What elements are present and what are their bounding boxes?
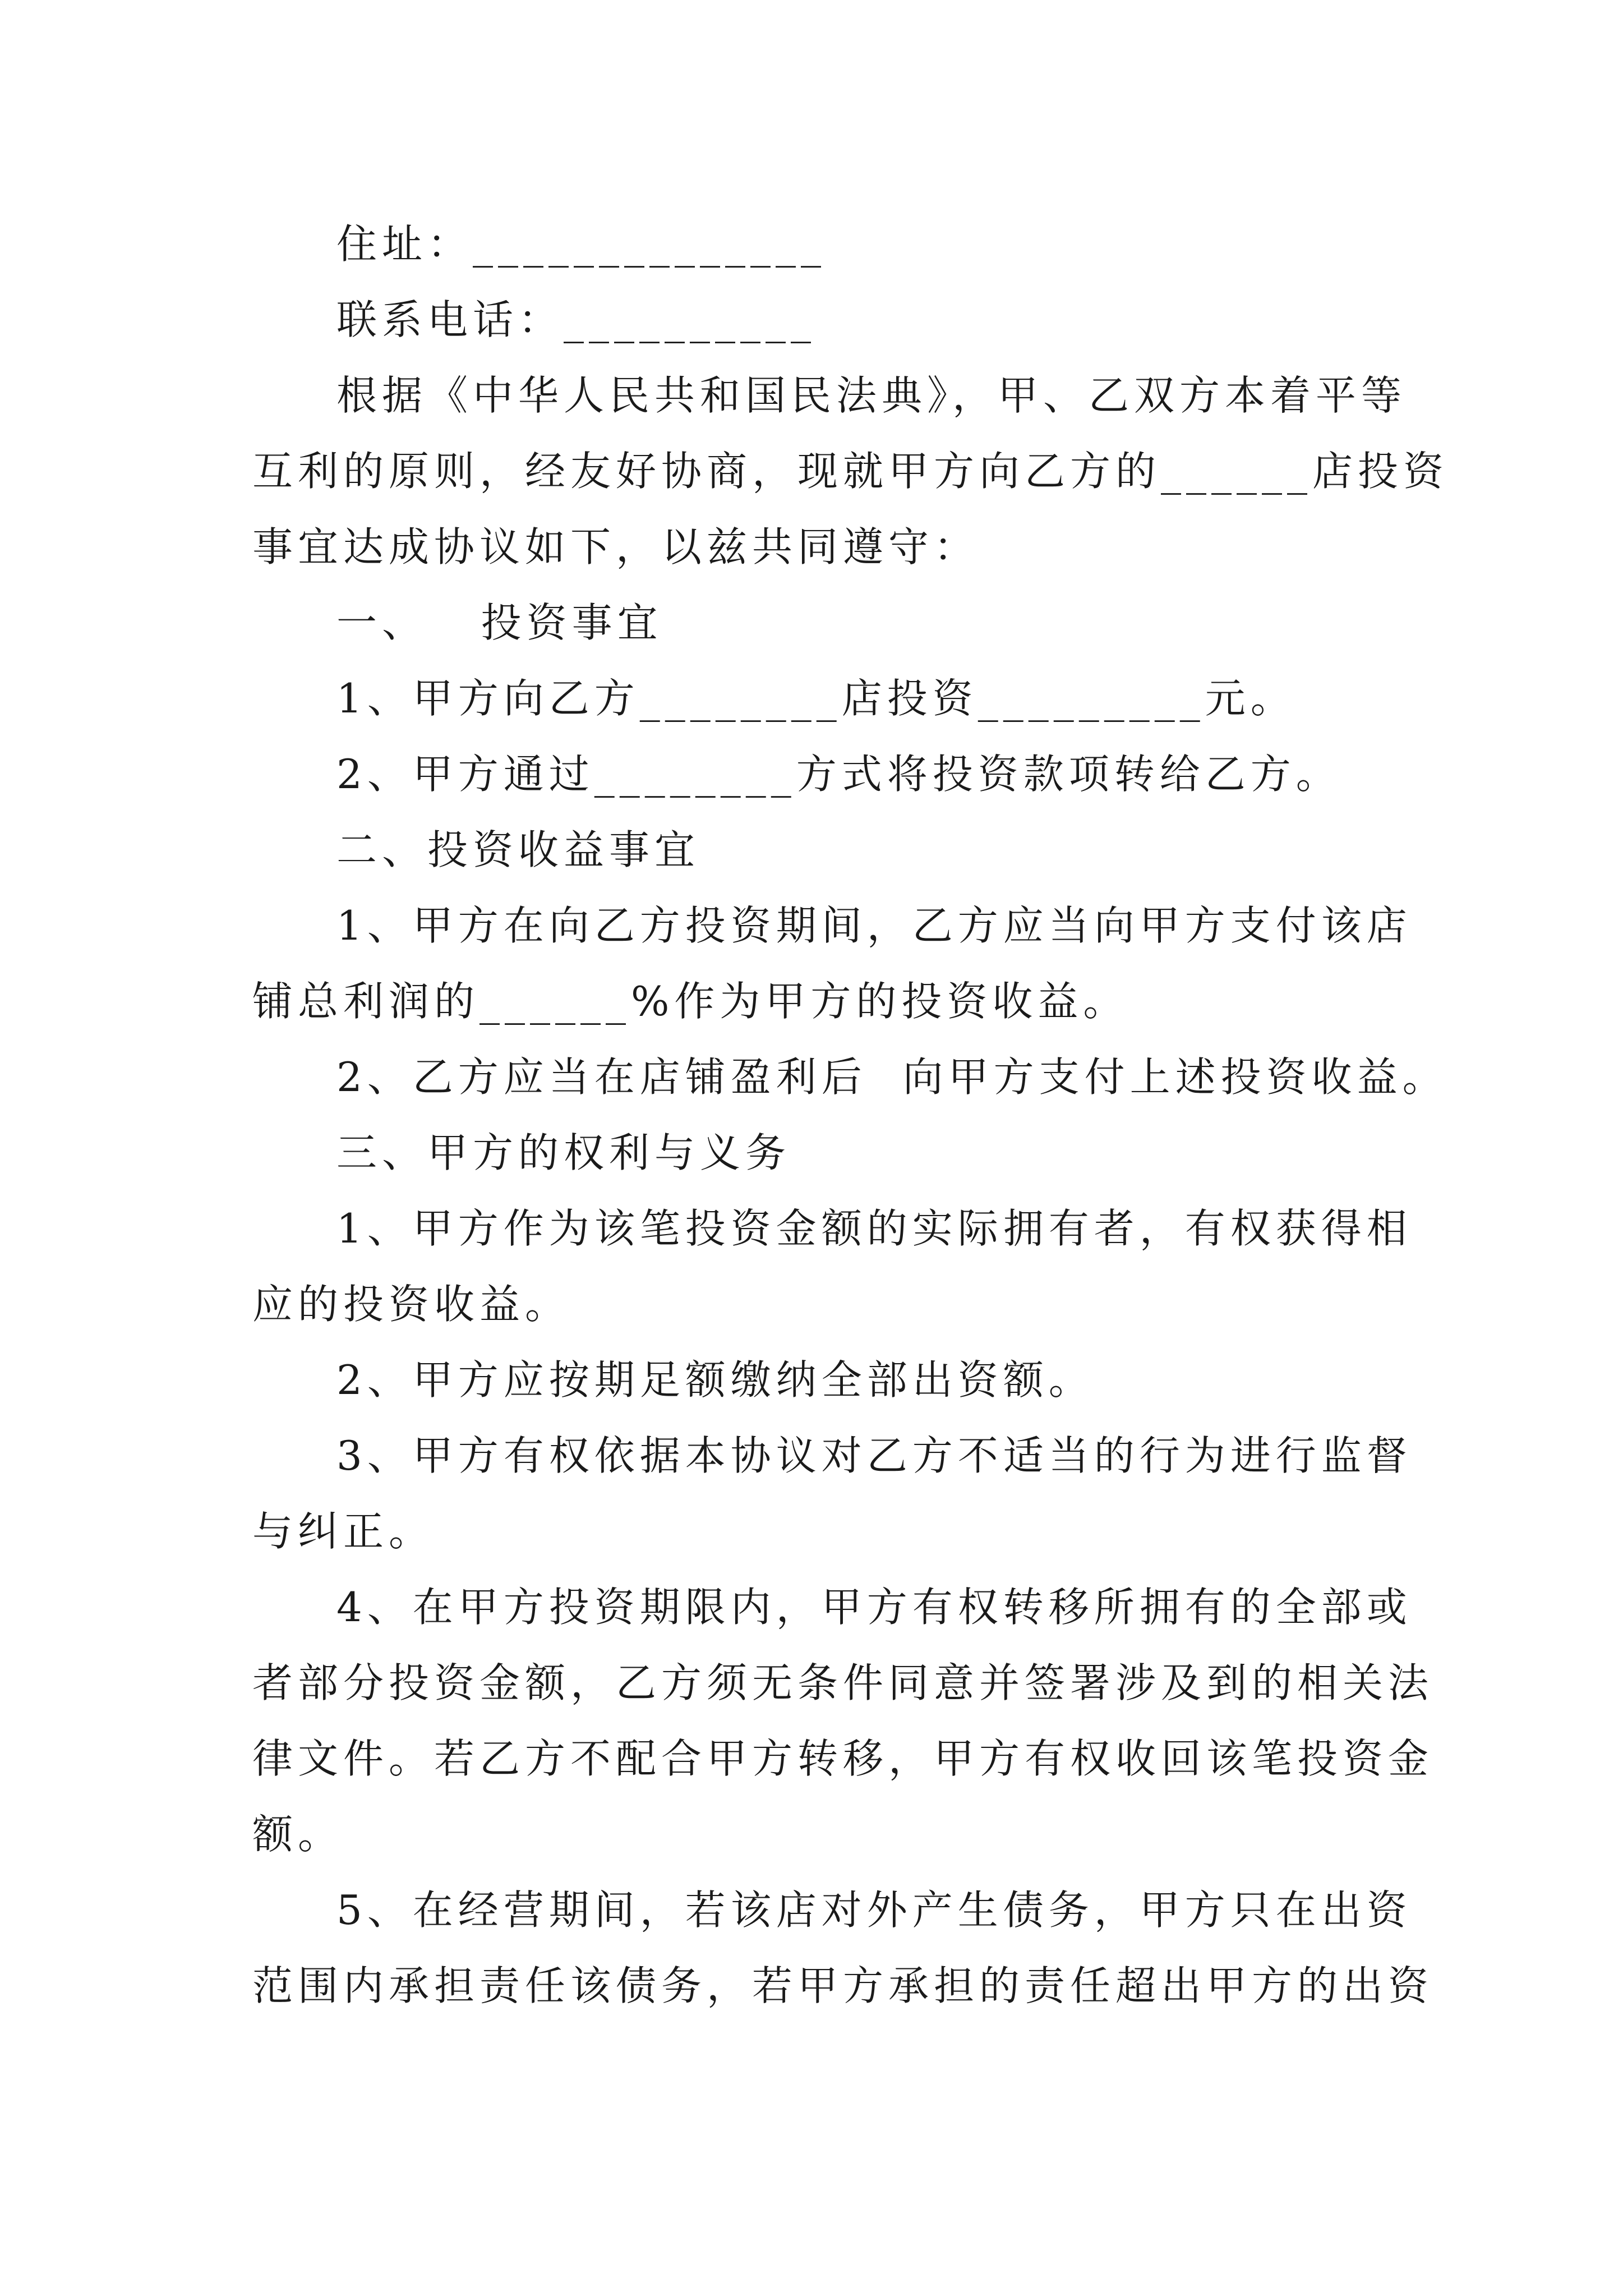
clause-3-2: 2、甲方应按期足额缴纳全部出资额。	[336, 1356, 1094, 1404]
clause-3-4-line-1: 4、在甲方投资期限内，甲方有权转移所拥有的全部或	[336, 1584, 1412, 1631]
clause-1-1: 1、甲方向乙方________店投资_________元。	[336, 675, 1296, 722]
clause-3-1-line-1: 1、甲方作为该笔投资金额的实际拥有者，有权获得相	[336, 1205, 1412, 1252]
preamble-line-2: 互利的原则，经友好协商，现就甲方向乙方的______店投资	[252, 448, 1449, 495]
clause-3-4-line-2: 者部分投资金额，乙方须无条件同意并签署涉及到的相关法	[252, 1659, 1434, 1706]
clause-3-3-line-1: 3、甲方有权依据本协议对乙方不适当的行为进行监督	[336, 1432, 1412, 1479]
address-line: 住址：______________	[336, 220, 827, 268]
phone-line: 联系电话：__________	[336, 296, 817, 343]
preamble-line-1: 根据《中华人民共和国民法典》，甲、乙双方本着平等	[336, 372, 1407, 419]
clause-3-4-line-4: 额。	[252, 1811, 344, 1858]
clause-3-5-line-1: 5、在经营期间，若该店对外产生债务，甲方只在出资	[336, 1887, 1412, 1934]
preamble-line-3: 事宜达成协议如下，以兹共同遵守：	[252, 523, 980, 570]
clause-2-1-line-1: 1、甲方在向乙方投资期间，乙方应当向甲方支付该店	[336, 902, 1412, 949]
section-heading-1: 一、 投资事宜	[336, 599, 663, 646]
clause-3-5-line-2: 范围内承担责任该债务，若甲方承担的责任超出甲方的出资	[252, 1962, 1434, 2009]
clause-2-2: 2、乙方应当在店铺盈利后 向甲方支付上述投资收益。	[336, 1053, 1448, 1101]
clause-1-2: 2、甲方通过________方式将投资款项转给乙方。	[336, 751, 1341, 798]
clause-3-3-line-2: 与纠正。	[252, 1508, 435, 1555]
section-heading-3: 三、甲方的权利与义务	[336, 1129, 791, 1176]
clause-2-1-line-2: 铺总利润的______%作为甲方的投资收益。	[252, 978, 1129, 1025]
clause-3-1-line-2: 应的投资收益。	[252, 1281, 571, 1328]
section-heading-2: 二、投资收益事宜	[336, 826, 700, 873]
clause-3-4-line-3: 律文件。若乙方不配合甲方转移，甲方有权收回该笔投资金	[252, 1735, 1434, 1782]
